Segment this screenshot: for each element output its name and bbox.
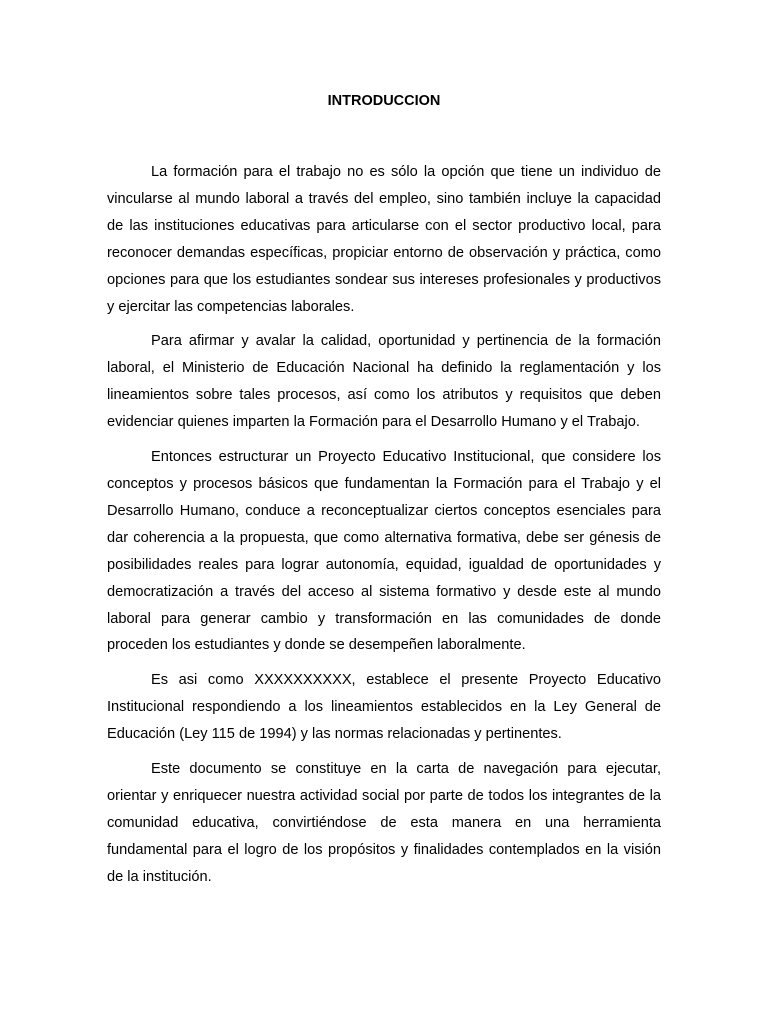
paragraph-2: Para afirmar y avalar la calidad, oportunidad y pertinencia de la formación laboral, el Ministerio de Educación Nacional ha definido la reglamentación y los lineamientos sobre tales procesos, así como los atributos y requisitos que deben evidenciar quienes imparten la Formación para el Desarrollo Humano y el Trabajo. [107,333,661,431]
paragraph-4: Es asi como XXXXXXXXXX, establece el presente Proyecto Educativo Institucional respondiendo a los lineamientos establecidos en la Ley General de Educación (Ley 115 de 1994) y las normas relacionadas y pertinentes. [107,672,661,743]
paragraph-1: La formación para el trabajo no es sólo la opción que tiene un individuo de vincularse al mundo laboral a través del empleo, sino también incluye la capacidad de las instituciones educativas para articularse con el sector productivo local, para reconocer demandas específicas, propiciar entorno de observación y práctica, como opciones para que los estudiantes sondear sus intereses profesionales y productivos y ejercitar las competencias laborales. [107,164,661,315]
paragraph-5: Este documento se constituye en la carta de navegación para ejecutar, orientar y enriquecer nuestra actividad social por parte de todos los integrantes de la comunidad educativa, convirtiéndose de esta manera en una herramienta fundamental para el logro de los propósitos y finalidades contemplados en la visión de la institución. [107,761,661,885]
document-title: INTRODUCCION [327,93,441,109]
document-body [107,159,661,899]
paragraph-3: Entonces estructurar un Proyecto Educativo Institucional, que considere los conceptos y procesos básicos que fundamentan la Formación para el Trabajo y el Desarrollo Humano, conduce a reconceptualizar ciertos conceptos esenciales para dar coherencia a la propuesta, que como alternativa formativa, debe ser génesis de posibilidades reales para lograr autonomía, equidad, igualdad de oportunidades y democratización a través del acceso al sistema formativo y desde este al mundo laboral para generar cambio y transformación en las comunidades de donde proceden los estudiantes y donde se desempeñen laboralmente. [107,449,661,654]
